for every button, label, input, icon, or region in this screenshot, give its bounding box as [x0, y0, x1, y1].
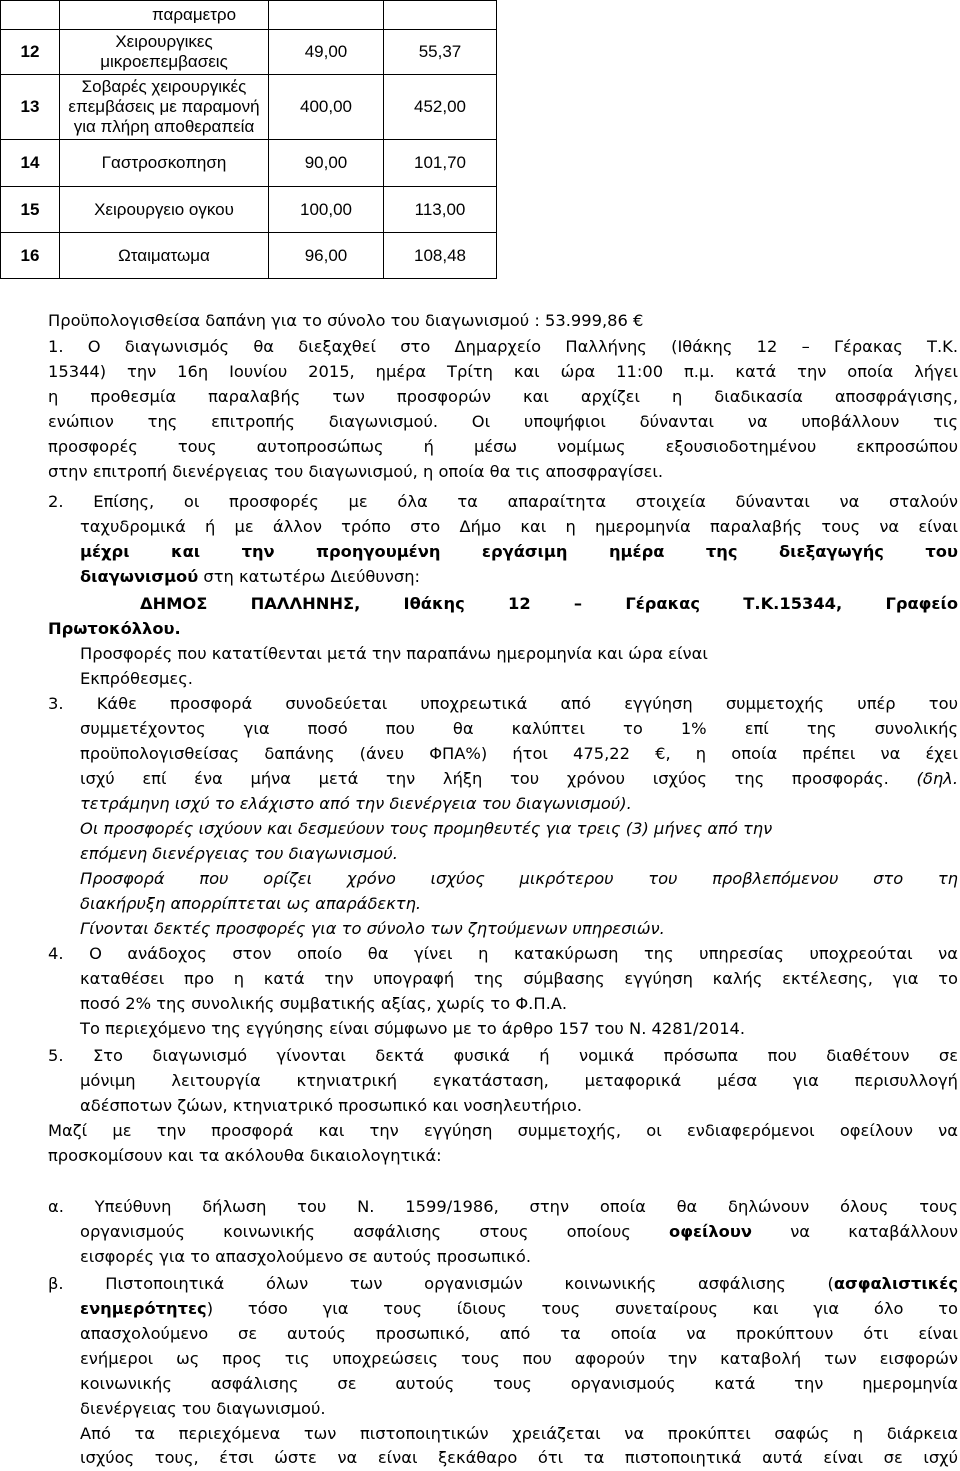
paragraph-3-italic-line: επόμενη διενέργειας του διαγωνισμού. — [80, 844, 398, 863]
row-number: 16 — [1, 233, 60, 279]
row-description: Ωταιματωμα — [60, 233, 269, 279]
paragraph-3-italic-line: Οι προσφορές ισχύουν και δεσμεύουν τους προμηθευτές για τρεις (3) μήνες από την — [80, 819, 773, 838]
table-row — [1, 75, 497, 140]
late-offers-line: Εκπρόθεσμες. — [80, 669, 193, 688]
paragraph-3-line: συμμετέχοντος για ποσό που θα καλύπτει το 1% επί της συνολικής — [80, 719, 958, 738]
paragraph-2-line: ταχυδρομικά ή με άλλον τρόπο στο Δήμο και η ημερομηνία παραλαβής τους να είναι — [80, 517, 958, 536]
paragraph-2-deadline: μέχρι και την προηγουμένη εργάσιμη ημέρα της διεξαγωγής του — [80, 542, 958, 561]
item-b-line: διενέργειας του διαγωνισμού. — [80, 1399, 326, 1418]
row-number: 14 — [1, 140, 60, 187]
row-value-1: 49,00 — [269, 30, 384, 75]
row-description — [60, 30, 269, 75]
item-b-line — [48, 1272, 958, 1297]
table-row — [1, 1, 497, 30]
row-value-2: 101,70 — [384, 140, 497, 187]
paragraph-1-line: 1. Ο διαγωνισμός θα διεξαχθεί στο Δημαρχείο Παλλήνης (Ιθάκης 12 – Γέρακας Τ.Κ. — [48, 337, 958, 356]
desc-line: επεμβάσεις με παραμονή — [68, 97, 260, 116]
text: β. Πιστοποιητικά όλων των οργανισμών κοινωνικής ασφάλισης ( — [48, 1274, 834, 1293]
bold-text: οφείλουν — [669, 1222, 752, 1241]
paragraph-4-line: 4. Ο ανάδοχος στον οποίο θα γίνει η κατακύρωση της υπηρεσίας υποχρεούται να — [48, 944, 958, 963]
item-a-line: α. Υπεύθυνη δήλωση του Ν. 1599/1986, στην οποία θα δηλώνουν όλους τους — [48, 1197, 958, 1216]
item-b-line: απασχολούμενο σε αυτούς προσωπικό, από τα οποία να προκύπτουν ότι είναι — [80, 1324, 958, 1343]
item-b-line: ενήμεροι ως προς τις υποχρεώσεις τους που αφορούν την καταβολή των εισφορών — [80, 1349, 958, 1368]
desc-line: για πλήρη αποθεραπεία — [73, 117, 255, 136]
documents-intro-line: Μαζί με την προσφορά και την εγγύηση συμμετοχής, οι ενδιαφερόμενοι οφείλουν να — [48, 1121, 958, 1140]
paragraph-5-line: αδέσποτων ζώων, κτηνιατρικό προσωπικό και νοσηλευτήριο. — [80, 1096, 583, 1115]
paragraph-3-line — [80, 767, 958, 792]
paragraph-3-italic-line: τετράμηνη ισχύ το ελάχιστο από την διενέργεια του διαγωνισμού). — [80, 794, 632, 813]
bold-text: διαγωνισμού — [80, 567, 199, 586]
row-description — [60, 75, 269, 140]
paragraph-1-line: προσφορές τους αυτοπροσώπως ή μέσω νομίμως εξουσιοδοτημένου εκπροσώπου — [48, 437, 958, 456]
row-value-2: 452,00 — [384, 75, 497, 140]
paragraph-5-line: 5. Στο διαγωνισμό γίνονται δεκτά φυσικά ή νομικά πρόσωπα που διαθέτουν σε — [48, 1046, 958, 1065]
item-b-line: Από τα περιεχόμενα των πιστοποιητικών χρειάζεται να προκύπτει σαφώς η διάρκεια — [80, 1424, 958, 1443]
table-row — [1, 233, 497, 279]
desc-line: Σοβαρές χειρουργικές — [81, 77, 247, 96]
row-value-1: 100,00 — [269, 187, 384, 233]
row-value-1: 96,00 — [269, 233, 384, 279]
row-value-2: 113,00 — [384, 187, 497, 233]
text: ισχύ επί ένα μήνα μετά την λήξη του χρόνου ισχύος της προσφοράς. — [80, 769, 917, 788]
bold-text: ενημερότητες — [80, 1299, 207, 1318]
row-description: Χειρουργειο ογκου — [60, 187, 269, 233]
paragraph-1-line: η προθεσμία παραλαβής των προσφορών και αρχίζει η διαδικασία αποσφράγισης, — [48, 387, 958, 406]
late-offers-line: Προσφορές που κατατίθενται μετά την παραπάνω ημερομηνία και ώρα είναι — [80, 644, 708, 663]
item-b-line: κοινωνικής ασφάλισης σε αυτούς τους οργανισμούς κατά την ημερομηνία — [80, 1374, 958, 1393]
italic-text: (δηλ. — [916, 769, 958, 788]
table-cell: παραμετρο — [60, 1, 269, 30]
item-b-line: ισχύος τους, έτσι ώστε να είναι ξεκάθαρο ότι τα πιστοποιητικά αυτά είναι σε ισχύ — [80, 1448, 958, 1467]
item-b-line — [80, 1297, 958, 1322]
paragraph-4-line: ποσό 2% της συνολικής συμβατικής αξίας, χωρίς το Φ.Π.Α. — [80, 994, 568, 1013]
row-value-1: 400,00 — [269, 75, 384, 140]
desc-line: μικροεπεμβασεις — [100, 52, 228, 71]
fees-table — [0, 0, 497, 279]
table-cell — [269, 1, 384, 30]
paragraph-3-line: 3. Κάθε προσφορά συνοδεύεται υποχρεωτικά από εγγύηση συμμετοχής υπέρ του — [48, 694, 958, 713]
table-row — [1, 30, 497, 75]
paragraph-3-line: προϋπολογισθείσας δαπάνης (άνευ ΦΠΑ%) ήτοι 475,22 €, η οποία πρέπει να έχει — [80, 744, 958, 763]
item-a-line — [80, 1220, 958, 1245]
paragraph-3-italic-line: Γίνονται δεκτές προσφορές για το σύνολο των ζητούμενων υπηρεσιών. — [80, 919, 665, 938]
text: ) τόσο για τους ίδιους τους συνεταίρους και για όλο το — [206, 1299, 958, 1318]
row-number: 15 — [1, 187, 60, 233]
paragraph-5-line: μόνιμη λειτουργία κτηνιατρική εγκατάσταση, μεταφορικά μέσα για περισυλλογή — [80, 1071, 958, 1090]
paragraph-2-line: 2. Επίσης, οι προσφορές με όλα τα απαραίτητα στοιχεία δύνανται να σταλούν — [48, 492, 958, 511]
paragraph-1-line: στην επιτροπή διενέργειας του διαγωνισμού, η οποία θα τις αποσφραγίσει. — [48, 462, 664, 481]
row-description: Γαστροσκοπηση — [60, 140, 269, 187]
row-number: 12 — [1, 30, 60, 75]
item-a-line: εισφορές για το απασχολούμενο σε αυτούς προσωπικό. — [80, 1247, 532, 1266]
table-row — [1, 140, 497, 187]
paragraph-4-line: Το περιεχόμενο της εγγύησης είναι σύμφωνο με το άρθρο 157 του Ν. 4281/2014. — [80, 1019, 746, 1038]
bold-text: ασφαλιστικές — [833, 1274, 958, 1293]
row-value-2: 108,48 — [384, 233, 497, 279]
table-cell — [1, 1, 60, 30]
paragraph-1-line: 15344) την 16η Ιουνίου 2015, ημέρα Τρίτη και ώρα 11:00 π.μ. κατά την οποία λήγει — [48, 362, 958, 381]
address-line: ΔΗΜΟΣ ΠΑΛΛΗΝΗΣ, Ιθάκης 12 – Γέρακας Τ.Κ.15344, Γραφείο — [140, 594, 958, 613]
desc-line: Χειρουργικες — [115, 32, 213, 51]
paragraph-2-line — [80, 565, 420, 590]
address-line: Πρωτοκόλλου. — [48, 619, 181, 638]
text: οργανισμούς κοινωνικής ασφάλισης στους οποίους — [80, 1222, 670, 1241]
row-number: 13 — [1, 75, 60, 140]
budget-line: Προϋπολογισθείσα δαπάνη για το σύνολο του διαγωνισμού : 53.999,86 € — [48, 311, 644, 330]
table-row — [1, 187, 497, 233]
paragraph-4-line: καταθέσει προ η κατά την υπογραφή της σύμβασης εγγύηση καλής εκτέλεσης, για το — [80, 969, 958, 988]
documents-intro-line: προσκομίσουν και τα ακόλουθα δικαιολογητικά: — [48, 1146, 442, 1165]
paragraph-3-italic-line: Προσφορά που ορίζει χρόνο ισχύος μικρότερου του προβλεπόμενου στο τη — [80, 869, 958, 888]
table-cell — [384, 1, 497, 30]
text: στη κατωτέρω Διεύθυνση: — [198, 567, 421, 586]
paragraph-3-italic-line: διακήρυξη απορρίπτεται ως απαράδεκτη. — [80, 894, 422, 913]
row-value-1: 90,00 — [269, 140, 384, 187]
row-value-2: 55,37 — [384, 30, 497, 75]
paragraph-1-line: ενώπιον της επιτροπής διαγωνισμού. Οι υποψήφιοι δύνανται να υποβάλλουν τις — [48, 412, 958, 431]
text: να καταβάλλουν — [751, 1222, 958, 1241]
